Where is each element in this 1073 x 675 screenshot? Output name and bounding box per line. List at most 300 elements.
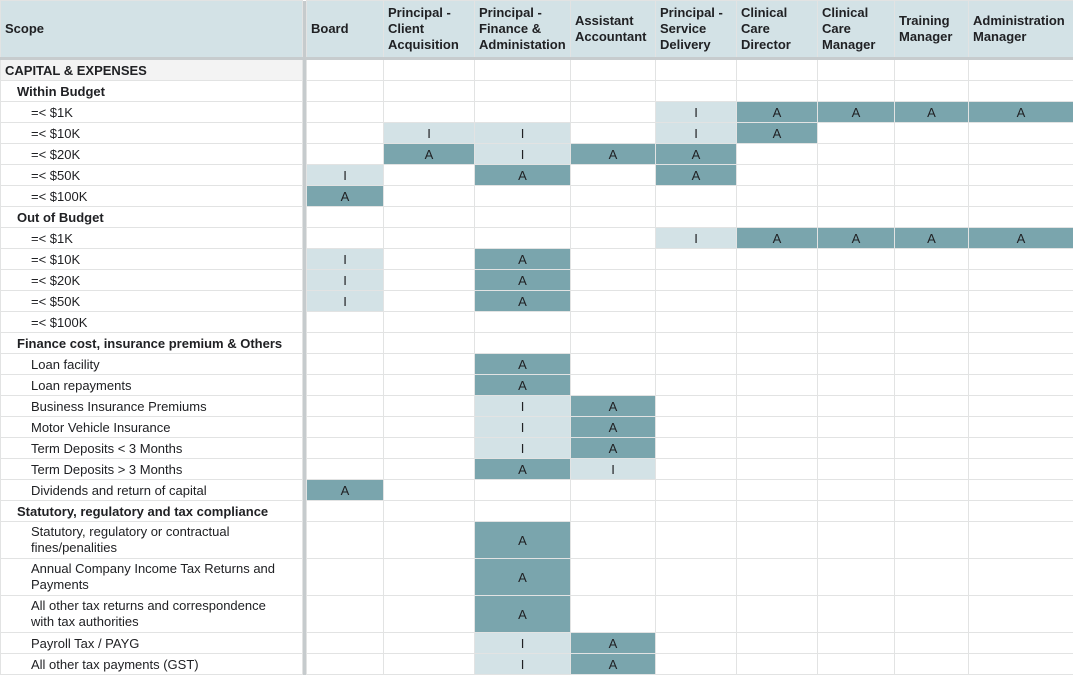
raci-cell[interactable] (571, 596, 656, 633)
raci-cell[interactable] (737, 165, 818, 186)
raci-cell[interactable] (307, 417, 384, 438)
raci-cell[interactable]: A (571, 633, 656, 654)
subsection-heading-cell[interactable]: Statutory, regulatory and tax compliance (1, 501, 303, 522)
raci-cell[interactable]: A (475, 249, 571, 270)
raci-cell[interactable] (384, 354, 475, 375)
raci-cell[interactable] (384, 501, 475, 522)
raci-cell[interactable] (895, 333, 969, 354)
raci-cell[interactable] (737, 186, 818, 207)
raci-cell[interactable] (818, 438, 895, 459)
scope-cell[interactable]: Term Deposits < 3 Months (1, 438, 303, 459)
raci-cell[interactable] (307, 559, 384, 596)
raci-cell[interactable] (895, 165, 969, 186)
raci-cell[interactable]: A (307, 480, 384, 501)
raci-cell[interactable] (384, 633, 475, 654)
raci-cell[interactable] (656, 633, 737, 654)
raci-cell[interactable] (895, 459, 969, 480)
table-row (1, 165, 1073, 186)
raci-cell[interactable] (818, 596, 895, 633)
raci-cell[interactable] (656, 249, 737, 270)
raci-cell[interactable] (571, 559, 656, 596)
scope-cell[interactable]: Statutory, regulatory or contractual fines/penalities (1, 522, 303, 559)
raci-cell[interactable] (656, 59, 737, 81)
raci-cell[interactable] (818, 312, 895, 333)
raci-cell[interactable] (307, 207, 384, 228)
raci-cell[interactable] (384, 165, 475, 186)
raci-cell[interactable] (307, 102, 384, 123)
raci-cell[interactable] (307, 354, 384, 375)
raci-cell[interactable] (307, 633, 384, 654)
header-clinical-care-director[interactable]: Clinical Care Director (737, 1, 818, 59)
subsection-heading-cell[interactable]: Out of Budget (1, 207, 303, 228)
raci-cell[interactable] (737, 144, 818, 165)
raci-cell[interactable] (737, 59, 818, 81)
raci-cell[interactable] (656, 596, 737, 633)
table-row (1, 354, 1073, 375)
raci-cell[interactable]: I (475, 396, 571, 417)
raci-cell[interactable] (818, 501, 895, 522)
raci-cell[interactable] (895, 375, 969, 396)
raci-cell[interactable] (656, 522, 737, 559)
scope-cell[interactable]: =< $50K (1, 291, 303, 312)
raci-cell[interactable] (895, 207, 969, 228)
raci-cell[interactable] (969, 144, 1073, 165)
header-training-manager[interactable]: Training Manager (895, 1, 969, 59)
raci-cell[interactable] (737, 654, 818, 675)
raci-cell[interactable] (656, 333, 737, 354)
raci-cell[interactable] (895, 396, 969, 417)
raci-cell[interactable] (571, 522, 656, 559)
raci-cell[interactable]: A (475, 375, 571, 396)
raci-cell[interactable] (895, 596, 969, 633)
raci-cell[interactable] (656, 501, 737, 522)
raci-cell[interactable] (737, 354, 818, 375)
raci-cell[interactable] (571, 312, 656, 333)
raci-cell[interactable]: I (475, 438, 571, 459)
raci-cell[interactable] (656, 186, 737, 207)
raci-cell[interactable]: A (818, 228, 895, 249)
raci-cell[interactable] (969, 501, 1073, 522)
raci-cell[interactable]: A (571, 417, 656, 438)
raci-cell[interactable] (384, 207, 475, 228)
subsection-heading-cell[interactable]: Within Budget (1, 81, 303, 102)
raci-cell[interactable]: I (307, 165, 384, 186)
raci-cell[interactable]: A (895, 102, 969, 123)
raci-cell[interactable] (656, 312, 737, 333)
raci-cell[interactable]: A (969, 102, 1073, 123)
raci-cell[interactable] (969, 417, 1073, 438)
raci-cell[interactable] (307, 333, 384, 354)
header-clinical-care-manager[interactable]: Clinical Care Manager (818, 1, 895, 59)
raci-cell[interactable] (737, 480, 818, 501)
raci-cell[interactable] (818, 186, 895, 207)
raci-cell[interactable] (571, 480, 656, 501)
raci-cell[interactable] (384, 654, 475, 675)
raci-cell[interactable] (307, 375, 384, 396)
raci-cell[interactable] (571, 228, 656, 249)
raci-cell[interactable] (384, 459, 475, 480)
table-row (1, 375, 1073, 396)
raci-cell[interactable] (384, 438, 475, 459)
raci-cell[interactable] (475, 102, 571, 123)
raci-cell[interactable] (969, 396, 1073, 417)
raci-cell[interactable] (384, 249, 475, 270)
raci-cell[interactable]: A (895, 228, 969, 249)
raci-cell[interactable] (656, 559, 737, 596)
header-principal-service-delivery[interactable]: Principal - Service Delivery (656, 1, 737, 59)
raci-cell[interactable] (818, 417, 895, 438)
raci-cell[interactable] (307, 438, 384, 459)
raci-cell[interactable] (307, 144, 384, 165)
raci-cell[interactable] (656, 81, 737, 102)
raci-cell[interactable] (895, 417, 969, 438)
table-row (1, 396, 1073, 417)
scope-cell[interactable]: =< $10K (1, 249, 303, 270)
raci-cell[interactable] (737, 596, 818, 633)
raci-cell[interactable]: A (384, 144, 475, 165)
raci-cell[interactable]: A (571, 438, 656, 459)
raci-cell[interactable]: I (656, 102, 737, 123)
raci-cell[interactable] (656, 654, 737, 675)
raci-cell[interactable] (307, 596, 384, 633)
subsection-heading-cell[interactable]: Finance cost, insurance premium & Others (1, 333, 303, 354)
scope-cell[interactable]: All other tax payments (GST) (1, 654, 303, 675)
raci-cell[interactable] (571, 501, 656, 522)
raci-cell[interactable] (571, 165, 656, 186)
raci-cell[interactable] (818, 654, 895, 675)
raci-cell[interactable] (571, 81, 656, 102)
scope-cell[interactable]: =< $100K (1, 186, 303, 207)
raci-cell[interactable]: A (969, 228, 1073, 249)
raci-cell[interactable] (571, 270, 656, 291)
raci-cell[interactable]: A (475, 270, 571, 291)
scope-cell[interactable]: Motor Vehicle Insurance (1, 417, 303, 438)
raci-cell[interactable]: A (571, 144, 656, 165)
raci-cell[interactable]: I (475, 123, 571, 144)
raci-cell[interactable] (737, 375, 818, 396)
raci-cell[interactable] (895, 81, 969, 102)
raci-cell[interactable] (307, 396, 384, 417)
raci-cell[interactable] (656, 417, 737, 438)
raci-cell[interactable] (969, 312, 1073, 333)
raci-cell[interactable] (656, 480, 737, 501)
raci-cell[interactable] (571, 249, 656, 270)
raci-cell[interactable] (818, 354, 895, 375)
raci-cell[interactable] (307, 228, 384, 249)
raci-cell[interactable] (969, 270, 1073, 291)
raci-cell[interactable] (307, 459, 384, 480)
raci-cell[interactable] (737, 333, 818, 354)
raci-cell[interactable]: A (475, 459, 571, 480)
raci-cell[interactable] (969, 559, 1073, 596)
raci-cell[interactable] (656, 291, 737, 312)
raci-cell[interactable] (895, 501, 969, 522)
raci-cell[interactable] (656, 396, 737, 417)
raci-cell[interactable]: I (656, 228, 737, 249)
raci-cell[interactable] (307, 654, 384, 675)
table-row (1, 144, 1073, 165)
raci-cell[interactable] (656, 459, 737, 480)
raci-cell[interactable] (384, 291, 475, 312)
scope-cell[interactable]: =< $50K (1, 165, 303, 186)
raci-cell[interactable] (818, 522, 895, 559)
raci-cell[interactable] (895, 633, 969, 654)
raci-cell[interactable]: A (475, 165, 571, 186)
raci-cell[interactable]: A (475, 354, 571, 375)
scope-cell[interactable]: All other tax returns and correspondence with tax authorities (1, 596, 303, 633)
raci-cell[interactable] (475, 228, 571, 249)
raci-cell[interactable] (895, 312, 969, 333)
raci-cell[interactable] (307, 123, 384, 144)
raci-cell[interactable] (475, 480, 571, 501)
raci-cell[interactable] (384, 102, 475, 123)
raci-cell[interactable] (818, 375, 895, 396)
raci-cell[interactable]: A (307, 186, 384, 207)
raci-cell[interactable] (818, 291, 895, 312)
raci-cell[interactable] (969, 165, 1073, 186)
raci-cell[interactable] (737, 81, 818, 102)
raci-cell[interactable] (737, 207, 818, 228)
raci-cell[interactable] (307, 81, 384, 102)
raci-cell[interactable] (969, 249, 1073, 270)
raci-cell[interactable]: A (818, 102, 895, 123)
raci-cell[interactable] (384, 59, 475, 81)
raci-cell[interactable] (384, 186, 475, 207)
scope-cell[interactable]: =< $100K (1, 312, 303, 333)
raci-cell[interactable] (656, 438, 737, 459)
raci-cell[interactable] (969, 522, 1073, 559)
raci-cell[interactable] (307, 312, 384, 333)
raci-cell[interactable]: I (475, 633, 571, 654)
raci-cell[interactable] (818, 165, 895, 186)
raci-cell[interactable]: I (475, 654, 571, 675)
raci-cell[interactable]: I (656, 123, 737, 144)
raci-cell[interactable]: I (384, 123, 475, 144)
table-row (1, 207, 1073, 228)
raci-cell[interactable] (969, 333, 1073, 354)
raci-cell[interactable] (737, 438, 818, 459)
scope-cell[interactable]: Term Deposits > 3 Months (1, 459, 303, 480)
raci-cell[interactable] (895, 438, 969, 459)
raci-cell[interactable] (571, 354, 656, 375)
raci-cell[interactable] (818, 207, 895, 228)
raci-cell[interactable] (571, 207, 656, 228)
scope-cell[interactable]: Loan facility (1, 354, 303, 375)
table-row (1, 522, 1073, 559)
scope-cell[interactable]: Payroll Tax / PAYG (1, 633, 303, 654)
raci-cell[interactable] (384, 375, 475, 396)
raci-cell[interactable] (571, 186, 656, 207)
raci-cell[interactable] (571, 333, 656, 354)
header-assistant-accountant[interactable]: Assistant Accountant (571, 1, 656, 59)
raci-cell[interactable]: A (475, 596, 571, 633)
raci-cell[interactable] (969, 459, 1073, 480)
header-row (1, 1, 1073, 59)
raci-cell[interactable]: A (475, 522, 571, 559)
raci-cell[interactable] (384, 81, 475, 102)
raci-cell[interactable] (818, 270, 895, 291)
section-heading-cell[interactable]: CAPITAL & EXPENSES (1, 59, 303, 81)
raci-cell[interactable] (818, 144, 895, 165)
raci-cell[interactable]: I (571, 459, 656, 480)
header-scope[interactable]: Scope (1, 1, 303, 59)
table-row (1, 123, 1073, 144)
raci-cell[interactable] (384, 522, 475, 559)
raci-cell[interactable] (969, 186, 1073, 207)
raci-cell[interactable] (475, 312, 571, 333)
raci-cell[interactable] (895, 59, 969, 81)
raci-cell[interactable] (969, 633, 1073, 654)
raci-cell[interactable] (895, 249, 969, 270)
raci-cell[interactable] (895, 144, 969, 165)
raci-cell[interactable] (384, 270, 475, 291)
raci-cell[interactable] (969, 59, 1073, 81)
raci-cell[interactable] (895, 522, 969, 559)
raci-cell[interactable]: I (475, 417, 571, 438)
raci-cell[interactable] (818, 559, 895, 596)
raci-cell[interactable] (307, 59, 384, 81)
raci-cell[interactable] (656, 375, 737, 396)
table-row (1, 480, 1073, 501)
raci-cell[interactable] (969, 375, 1073, 396)
raci-cell[interactable] (737, 633, 818, 654)
raci-cell[interactable] (384, 559, 475, 596)
raci-cell[interactable]: I (307, 291, 384, 312)
raci-cell[interactable] (818, 59, 895, 81)
raci-cell[interactable] (737, 559, 818, 596)
raci-cell[interactable] (384, 596, 475, 633)
raci-cell[interactable] (895, 480, 969, 501)
raci-cell[interactable] (895, 186, 969, 207)
raci-cell[interactable] (571, 291, 656, 312)
header-administration-manager[interactable]: Administration Manager (969, 1, 1073, 59)
raci-cell[interactable] (818, 633, 895, 654)
raci-cell[interactable] (895, 654, 969, 675)
raci-cell[interactable] (384, 312, 475, 333)
raci-cell[interactable] (384, 480, 475, 501)
raci-cell[interactable] (737, 522, 818, 559)
raci-cell[interactable] (818, 396, 895, 417)
table-row (1, 417, 1073, 438)
raci-cell[interactable] (895, 354, 969, 375)
raci-cell[interactable] (475, 333, 571, 354)
raci-cell[interactable] (969, 207, 1073, 228)
raci-cell[interactable] (818, 480, 895, 501)
table-row (1, 438, 1073, 459)
scope-cell[interactable]: =< $20K (1, 270, 303, 291)
raci-cell[interactable] (384, 396, 475, 417)
raci-cell[interactable]: A (656, 144, 737, 165)
raci-cell[interactable] (571, 59, 656, 81)
raci-cell[interactable] (656, 207, 737, 228)
raci-cell[interactable] (969, 596, 1073, 633)
raci-cell[interactable]: A (475, 559, 571, 596)
raci-cell[interactable] (969, 654, 1073, 675)
raci-cell[interactable] (384, 417, 475, 438)
raci-cell[interactable]: A (737, 228, 818, 249)
raci-cell[interactable] (737, 396, 818, 417)
scope-cell[interactable]: =< $1K (1, 102, 303, 123)
raci-cell[interactable]: A (571, 654, 656, 675)
scope-cell[interactable]: =< $20K (1, 144, 303, 165)
raci-cell[interactable] (818, 123, 895, 144)
raci-cell[interactable] (571, 123, 656, 144)
raci-cell[interactable] (895, 270, 969, 291)
raci-cell[interactable] (737, 249, 818, 270)
raci-cell[interactable] (307, 522, 384, 559)
raci-cell[interactable] (818, 333, 895, 354)
raci-cell[interactable]: A (571, 396, 656, 417)
table-row (1, 59, 1073, 81)
raci-cell[interactable] (475, 501, 571, 522)
raci-cell[interactable] (969, 81, 1073, 102)
raci-cell[interactable] (656, 270, 737, 291)
raci-cell[interactable]: A (475, 291, 571, 312)
raci-cell[interactable] (571, 102, 656, 123)
raci-cell[interactable] (475, 186, 571, 207)
raci-cell[interactable] (818, 81, 895, 102)
raci-cell[interactable] (969, 438, 1073, 459)
raci-cell[interactable] (969, 354, 1073, 375)
raci-cell[interactable] (969, 123, 1073, 144)
table-row (1, 102, 1073, 123)
table-row (1, 228, 1073, 249)
raci-cell[interactable] (895, 123, 969, 144)
raci-cell[interactable] (737, 291, 818, 312)
raci-cell[interactable] (895, 291, 969, 312)
table-row (1, 312, 1073, 333)
raci-cell[interactable]: I (307, 270, 384, 291)
table-row (1, 333, 1073, 354)
raci-cell[interactable] (475, 81, 571, 102)
scope-cell[interactable]: Annual Company Income Tax Returns and Payments (1, 559, 303, 596)
scope-cell[interactable]: =< $10K (1, 123, 303, 144)
raci-cell[interactable]: A (737, 102, 818, 123)
raci-cell[interactable] (384, 333, 475, 354)
scope-cell[interactable]: =< $1K (1, 228, 303, 249)
table-row (1, 501, 1073, 522)
raci-cell[interactable] (737, 501, 818, 522)
raci-cell[interactable] (737, 459, 818, 480)
raci-cell[interactable] (818, 459, 895, 480)
table-row (1, 270, 1073, 291)
raci-cell[interactable]: A (656, 165, 737, 186)
header-principal-client-acquisition[interactable]: Principal - Client Acquisition (384, 1, 475, 59)
raci-cell[interactable] (571, 375, 656, 396)
scope-cell[interactable]: Business Insurance Premiums (1, 396, 303, 417)
raci-cell[interactable] (656, 354, 737, 375)
raci-cell[interactable] (475, 207, 571, 228)
raci-cell[interactable] (969, 480, 1073, 501)
raci-cell[interactable] (307, 501, 384, 522)
raci-cell[interactable] (737, 312, 818, 333)
table-header (1, 1, 1073, 59)
raci-cell[interactable]: I (307, 249, 384, 270)
raci-cell[interactable]: A (737, 123, 818, 144)
header-board[interactable]: Board (307, 1, 384, 59)
raci-cell[interactable] (895, 559, 969, 596)
raci-cell[interactable]: I (475, 144, 571, 165)
scope-cell[interactable]: Loan repayments (1, 375, 303, 396)
raci-cell[interactable] (737, 270, 818, 291)
raci-cell[interactable] (475, 59, 571, 81)
raci-cell[interactable] (384, 228, 475, 249)
raci-cell[interactable] (969, 291, 1073, 312)
header-principal-finance-administration[interactable]: Principal - Finance & Administation (475, 1, 571, 59)
raci-cell[interactable] (818, 249, 895, 270)
raci-cell[interactable] (737, 417, 818, 438)
scope-cell[interactable]: Dividends and return of capital (1, 480, 303, 501)
